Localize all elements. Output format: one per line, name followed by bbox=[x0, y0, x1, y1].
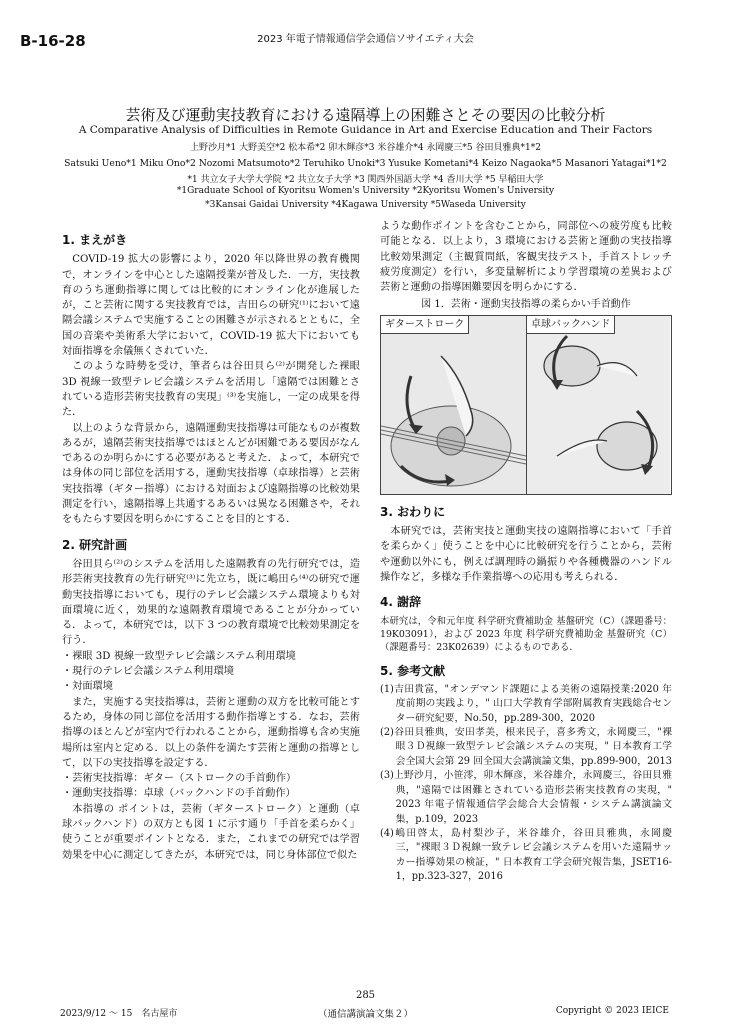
guitar-sketch-icon bbox=[381, 316, 526, 494]
conference-name: 2023 年電子情報通信学会通信ソサイエティ大会 bbox=[257, 34, 474, 45]
ack-paragraph: 本研究は，令和元年度 科学研究費補助金 基盤研究（C）（課題番号：19K03091），および 2023 年度 科学研究費補助金 基盤研究（C）（課題番号：23K02639）によるものである． bbox=[380, 615, 672, 653]
plan-paragraph-2: また，実施する実技指導は，芸術と運動の双方を比較可能とするため，身体の同じ部位を活用する動作指導とする．なお，芸術指導のほとんどが室内で行われることから，運動指導も含め実施場所は室内と定める．以上の条件を満たす芸術と運動の指導として，以下の実技指導を設定する． bbox=[62, 696, 360, 769]
footer-date-place: 2023/9/12 ～ 15 名古屋市 bbox=[60, 1009, 178, 1019]
section-heading-conclusion: 3. おわりに bbox=[380, 504, 446, 519]
reference-item: (3)上野沙月，小笹澪，卯木輝彦，米谷雄介，永岡慶三，谷田貝雅典，"遠隔では困難とされている造形芸術実技教育の実現，" 2023 年電子情報通信学会総合大会情報・システム講演論文集，p.109，2023 bbox=[380, 770, 672, 825]
footer-volume: （通信講演論文集２） bbox=[317, 1009, 413, 1020]
intro-paragraph-1: COVID-19 拡大の影響により，2020 年以降世界の教育機関で，オンラインを中心とした遠隔授業が普及した．一方，実技教育のうち運動指導に関しては比較的にオンライン化が進展したが，こと芸術に関する実技教育では，吉田らの研究⁽¹⁾において遠隔会議システムで実施することの困難さが示されるとともに，全国の音楽や美術系大学において，COVID-19 拡大下においても対面指導を余儀無くされていた． bbox=[62, 254, 360, 358]
section-heading-intro: 1. まえがき bbox=[62, 233, 128, 247]
reference-item: (4)嶋田啓太，島村梨沙子，米谷雄介，谷田貝雅典，永岡慶三，"裸眼３Ｄ視線一致テレビ会議システムを用いた遠隔サッカー指導効果の検証，" 日本教育工学会研究報告集，JSET16-1，pp.323-327，2016 bbox=[380, 827, 672, 883]
list-item: ・対面環境 bbox=[62, 681, 113, 693]
tabletennis-label: 卓球バックハンド bbox=[527, 316, 615, 334]
guitar-label: ギターストローク bbox=[381, 316, 469, 334]
reference-list bbox=[380, 683, 672, 885]
figure-caption: 図 1．芸術・運動実技指導の柔らかい手首動作 bbox=[421, 299, 631, 311]
tabletennis-panel bbox=[527, 316, 671, 494]
page-number: 285 bbox=[355, 990, 376, 1001]
section-heading-refs: 5. 参考文献 bbox=[380, 663, 446, 678]
left-column bbox=[62, 233, 360, 863]
paper-code: B-16-28 bbox=[20, 32, 86, 50]
reference-item: (1)吉田貴富，"オンデマンド課題による美術の遠隔授業:2020 年度前期の実践より，" 山口大学教育学部附属教育実践総合センター研究紀要，No.50，pp.289-300，2020 bbox=[380, 683, 672, 724]
environment-list bbox=[62, 649, 360, 695]
plan-paragraph-4: ような動作ポイントを含むことから，同部位への疲労度も比較可能となる．以上より，3 環境における芸術と運動の実技指導比較効果測定（主観質問紙，客観実技テスト，手首ストレッチ疲労度測定）を行い，多変量解析により学習環境の差異および芸術と運動の指導困難要因を明らかにする． bbox=[380, 221, 672, 294]
section-heading-plan: 2. 研究計画 bbox=[62, 537, 128, 552]
conclusion-paragraph: 本研究では，芸術実技と運動実技の遠隔指導において「手首を柔らかく」使うことを中心に比較研究を行うことから，芸術や運動以外にも，例えば調理時の鍋振りや各種機器のハンドル操作など，多様な手作業指導への応用も考えられる． bbox=[380, 526, 672, 583]
affiliation-en-1: *1Graduate School of Kyoritsu Women's University *2Kyoritsu Women's University bbox=[176, 186, 555, 196]
guitar-panel bbox=[381, 316, 527, 494]
title-english: A Comparative Analysis of Difficulties in Remote Guidance in Art and Exercise Education and Their Factors bbox=[78, 124, 653, 136]
plan-paragraph-3: 本指導の ポイントは，芸術（ギターストローク）と運動（卓球バックハンド）の双方とも図 1 に示す通り「手首を柔らかく」使うことが重要ポイントとなる．また，これまでの研究では学習効果を中心に測定してきたが，本研究では，同じ身体部位で似た bbox=[62, 803, 360, 861]
footer-copyright: Copyright © 2023 IEICE bbox=[555, 1006, 669, 1016]
list-item: ・裸眼 3D 視線一致型テレビ会議システム利用環境 bbox=[62, 650, 296, 662]
authors-japanese: 上野沙月*1 大野美空*2 松本希*2 卯木輝彦*3 米谷雄介*4 永岡慶三*5 谷田貝雅典*1*2 bbox=[190, 143, 541, 153]
intro-paragraph-3: 以上のような背景から，遠隔運動実技指導は可能なものが複数あるが，遠隔芸術実技指導ではほとんどが困難である要因がなんであるのか明らかにする必要があると考えた．よって，本研究では身体の同じ部位を活用する，運動実技指導（卓球指導）と芸術実技指導（ギター指導）における対面および遠隔指導の比較効果測定を行い，遠隔指導上共通するあるいは異なる困難さや，それをもたらす要因を明らかにすることを目的とする． bbox=[62, 422, 360, 526]
list-item: ・現行のテレビ会議システム利用環境 bbox=[62, 666, 234, 678]
list-item: ・芸術実技指導：ギター（ストロークの手首動作） bbox=[62, 773, 297, 785]
reference-item: (2)谷田貝雅典，安田孝美，根来民子，喜多秀文，永岡慶三，"裸眼３Ｄ視線一致型テレビ会議システムの実現，" 日本教育工学会全国大会第 29 回全国大会講演論文集，pp.899-900，2013 bbox=[380, 727, 673, 767]
authors-english: Satsuki Ueno*1 Miku Ono*2 Nozomi Matsumoto*2 Teruhiko Unoki*3 Yusuke Kometani*4 Keizo Nagaoka*5 Masanori Yatagai*1*2 bbox=[64, 158, 667, 169]
title-japanese: 芸術及び運動実技教育における遠隔導上の困難さとその要因の比較分析 bbox=[125, 106, 606, 124]
right-column bbox=[380, 219, 672, 885]
table-tennis-sketch-icon bbox=[527, 316, 670, 494]
plan-paragraph-1: 谷田貝ら⁽²⁾のシステムを活用した遠隔教育の先行研究では，造形芸術実技教育の先行研究⁽³⁾に先立ち，既に嶋田ら⁽⁴⁾の研究で運動実技指導においても，現行のテレビ会議システム環境よりも対面環境に近く，効果的な遠隔教育環境であることが分かっている．よって，本研究では，以下 3 つの教育環境で比較効果測定を行う． bbox=[62, 558, 361, 647]
figure-1 bbox=[380, 315, 672, 495]
section-heading-ack: 4. 謝辞 bbox=[380, 595, 422, 610]
list-item: ・運動実技指導：卓球（バックハンドの手首動作） bbox=[62, 788, 296, 800]
affiliation-en-2: *3Kansai Gaidai University *4Kagawa University *5Waseda University bbox=[205, 200, 526, 210]
affiliation-ja: *1 共立女子大学大学院 *2 共立女子大学 *3 関西外国語大学 *4 香川大学 *5 早稲田大学 bbox=[187, 175, 544, 185]
intro-paragraph-2: このような時勢を受け，筆者らは谷田貝ら⁽²⁾が開発した裸眼 3D 視線一致型テレビ会議システムを活用し「遠隔では困難とされている造形芸術実技教育の実現」⁽³⁾を実施し，一定の成果を得た． bbox=[62, 361, 360, 419]
task-list bbox=[62, 771, 360, 802]
